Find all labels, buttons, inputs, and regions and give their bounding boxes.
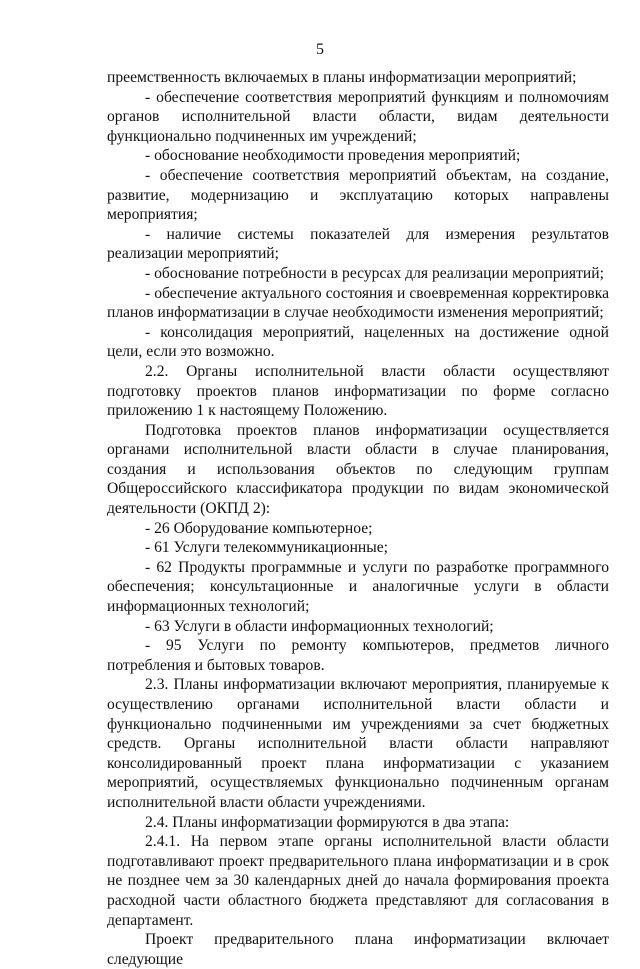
paragraph: Подготовка проектов планов информатизации осуществляется органами исполнительной власти области в случае планирования, создания и использования объектов по следующим группам Общероссийского классификатора продукции по видам экономической деятельности (ОКПД 2): [107, 421, 609, 518]
page-number: 5 [316, 41, 324, 58]
paragraph: 2.3. Планы информатизации включают мероприятия, планируемые к осуществлению органами исполнительной власти области и функционально подчиненными им учреждениями за счет бюджетных средств. Органы исполнительной власти области направляют консолидированный проект плана информатизации с указанием мероприятий, осуществляемых функционально подчиненным органам исполнительной власти области учреждениями. [107, 676, 609, 811]
paragraph: - 63 Услуги в области информационных технологий; [145, 617, 494, 635]
paragraph: - обеспечение соответствия мероприятий функциям и полномочиям органов исполнительной власти области, видам деятельности функционально подчиненных им учреждений; [107, 88, 609, 145]
paragraph: 2.4.1. На первом этапе органы исполнительной власти области подготавливают проект предварительного плана информатизации и в срок не позднее чем за 30 календарных дней до начала формирования проекта расходной части областного бюджета представляют для согласования в департамент. [107, 833, 609, 929]
paragraph: - 61 Услуги телекоммуникационные; [145, 539, 389, 557]
paragraph: - обеспечение актуального состояния и своевременная корректировка планов информатизации в случае необходимости изменения мероприятий; [107, 284, 609, 322]
paragraph: - 95 Услуги по ремонту компьютеров, предметов личного потребления и бытовых товаров. [107, 637, 609, 674]
paragraph: - 26 Оборудование компьютерное; [145, 519, 373, 537]
paragraph: 2.4. Планы информатизации формируются в два этапа: [145, 813, 510, 831]
paragraph: Проект предварительного плана информатизации включает следующие [107, 931, 609, 968]
paragraph: - консолидация мероприятий, нацеленных на достижение одной цели, если это возможно. [107, 323, 609, 361]
paragraph: - обоснование необходимости проведения мероприятий; [145, 147, 521, 165]
paragraph: - наличие системы показателей для измерения результатов реализации мероприятий; [107, 225, 609, 263]
document-body [107, 68, 609, 969]
paragraph: - обеспечение соответствия мероприятий объектам, на создание, развитие, модернизацию и эксплуатацию которых направлены мероприятия; [107, 166, 609, 224]
paragraph: преемственность включаемых в планы информатизации мероприятий; [107, 69, 577, 86]
paragraph: - 62 Продукты программные и услуги по разработке программного обеспечения; консультационные и аналогичные услуги в области информационных технологий; [107, 558, 609, 616]
paragraph: 2.2. Органы исполнительной власти области осуществляют подготовку проектов планов информатизации по форме согласно приложению 1 к настоящему Положению. [107, 362, 609, 420]
paragraph: - обоснование потребности в ресурсах для реализации мероприятий; [145, 264, 604, 282]
